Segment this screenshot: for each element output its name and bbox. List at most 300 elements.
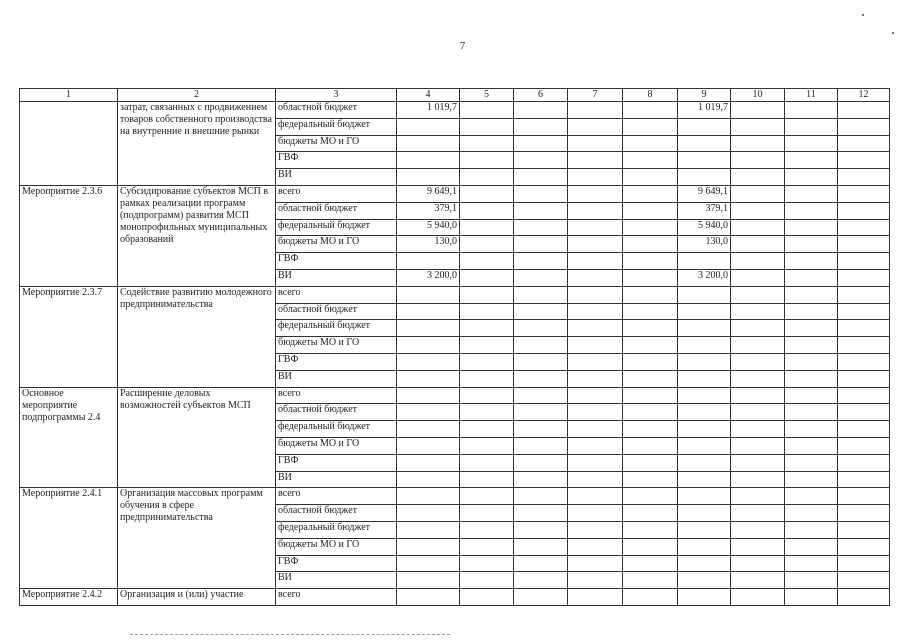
value-col-12 (838, 102, 890, 119)
value-col-6 (514, 219, 568, 236)
value-col-8 (623, 253, 678, 270)
value-col-6 (514, 269, 568, 286)
value-col-5 (460, 253, 514, 270)
column-number-11: 11 (785, 89, 838, 102)
value-col-10 (731, 202, 785, 219)
value-col-6 (514, 169, 568, 186)
value-col-8 (623, 505, 678, 522)
value-col-6 (514, 337, 568, 354)
value-col-5 (460, 572, 514, 589)
page-number: 7 (459, 40, 466, 52)
value-col-6 (514, 521, 568, 538)
value-col-4 (397, 169, 460, 186)
value-col-7 (568, 337, 623, 354)
value-col-10 (731, 521, 785, 538)
value-col-8 (623, 320, 678, 337)
measure-title: Субсидирование субъектов МСП в рамках реализации программ (подпрограмм) развития МСП монопрофильных муниципальных образований (118, 185, 276, 286)
value-col-10 (731, 437, 785, 454)
value-col-10 (731, 370, 785, 387)
value-col-4 (397, 404, 460, 421)
value-col-11 (785, 555, 838, 572)
value-col-5 (460, 387, 514, 404)
value-col-11 (785, 118, 838, 135)
value-col-9: 379,1 (678, 202, 731, 219)
value-col-7 (568, 118, 623, 135)
value-col-10 (731, 152, 785, 169)
value-col-4 (397, 521, 460, 538)
value-col-11 (785, 387, 838, 404)
value-col-10 (731, 555, 785, 572)
value-col-4 (397, 454, 460, 471)
value-col-5 (460, 236, 514, 253)
funding-source: областной бюджет (276, 102, 397, 119)
measure-code: Мероприятие 2.4.1 (20, 488, 118, 589)
value-col-6 (514, 202, 568, 219)
value-col-8 (623, 421, 678, 438)
value-col-12 (838, 202, 890, 219)
value-col-4 (397, 471, 460, 488)
value-col-11 (785, 454, 838, 471)
funding-source: федеральный бюджет (276, 320, 397, 337)
value-col-5 (460, 337, 514, 354)
value-col-11 (785, 471, 838, 488)
value-col-5 (460, 454, 514, 471)
value-col-4 (397, 572, 460, 589)
funding-source: всего (276, 387, 397, 404)
value-col-10 (731, 102, 785, 119)
value-col-6 (514, 185, 568, 202)
value-col-4: 9 649,1 (397, 185, 460, 202)
value-col-10 (731, 387, 785, 404)
value-col-5 (460, 521, 514, 538)
column-number-3: 3 (276, 89, 397, 102)
value-col-11 (785, 236, 838, 253)
value-col-6 (514, 236, 568, 253)
value-col-5 (460, 404, 514, 421)
value-col-9 (678, 152, 731, 169)
table-body (20, 102, 890, 606)
value-col-9 (678, 521, 731, 538)
value-col-7 (568, 219, 623, 236)
value-col-10 (731, 135, 785, 152)
value-col-10 (731, 169, 785, 186)
value-col-6 (514, 572, 568, 589)
value-col-4 (397, 337, 460, 354)
value-col-9: 1 019,7 (678, 102, 731, 119)
value-col-12 (838, 589, 890, 606)
column-number-5: 5 (460, 89, 514, 102)
value-col-12 (838, 185, 890, 202)
value-col-12 (838, 219, 890, 236)
value-col-4 (397, 303, 460, 320)
value-col-12 (838, 454, 890, 471)
value-col-7 (568, 185, 623, 202)
value-col-12 (838, 538, 890, 555)
value-col-12 (838, 269, 890, 286)
value-col-7 (568, 102, 623, 119)
funding-source: федеральный бюджет (276, 118, 397, 135)
measure-title: Организация массовых программ обучения в сфере предпринимательства (118, 488, 276, 589)
value-col-8 (623, 185, 678, 202)
value-col-9 (678, 572, 731, 589)
funding-source: федеральный бюджет (276, 219, 397, 236)
funding-source: ВИ (276, 471, 397, 488)
value-col-5 (460, 202, 514, 219)
funding-source: областной бюджет (276, 404, 397, 421)
value-col-9 (678, 337, 731, 354)
value-col-10 (731, 253, 785, 270)
funding-source: ГВФ (276, 454, 397, 471)
column-number-9: 9 (678, 89, 731, 102)
value-col-12 (838, 370, 890, 387)
funding-source: областной бюджет (276, 505, 397, 522)
value-col-8 (623, 437, 678, 454)
column-number-row (20, 89, 890, 102)
value-col-5 (460, 488, 514, 505)
value-col-6 (514, 286, 568, 303)
column-number-10: 10 (731, 89, 785, 102)
value-col-12 (838, 135, 890, 152)
value-col-10 (731, 185, 785, 202)
value-col-11 (785, 269, 838, 286)
funding-source: ВИ (276, 269, 397, 286)
value-col-4 (397, 437, 460, 454)
value-col-7 (568, 488, 623, 505)
scan-artifact (130, 634, 450, 636)
value-col-4 (397, 118, 460, 135)
value-col-7 (568, 169, 623, 186)
value-col-4 (397, 253, 460, 270)
value-col-9 (678, 454, 731, 471)
value-col-10 (731, 572, 785, 589)
table-row (20, 589, 890, 606)
value-col-9: 9 649,1 (678, 185, 731, 202)
table-row (20, 102, 890, 119)
value-col-4 (397, 488, 460, 505)
funding-source: бюджеты МО и ГО (276, 337, 397, 354)
table-row (20, 387, 890, 404)
value-col-11 (785, 488, 838, 505)
value-col-8 (623, 169, 678, 186)
value-col-11 (785, 286, 838, 303)
value-col-10 (731, 269, 785, 286)
value-col-7 (568, 404, 623, 421)
value-col-9 (678, 505, 731, 522)
value-col-4 (397, 135, 460, 152)
value-col-6 (514, 253, 568, 270)
value-col-8 (623, 219, 678, 236)
value-col-5 (460, 555, 514, 572)
value-col-12 (838, 353, 890, 370)
value-col-10 (731, 505, 785, 522)
value-col-4 (397, 538, 460, 555)
value-col-5 (460, 286, 514, 303)
value-col-12 (838, 152, 890, 169)
value-col-7 (568, 521, 623, 538)
value-col-7 (568, 387, 623, 404)
funding-source: федеральный бюджет (276, 521, 397, 538)
measure-title: Расширение деловых возможностей субъектов МСП (118, 387, 276, 488)
value-col-4 (397, 320, 460, 337)
scan-speck (892, 32, 894, 34)
value-col-11 (785, 202, 838, 219)
value-col-11 (785, 320, 838, 337)
value-col-9 (678, 253, 731, 270)
value-col-5 (460, 303, 514, 320)
value-col-7 (568, 471, 623, 488)
value-col-5 (460, 135, 514, 152)
value-col-6 (514, 118, 568, 135)
value-col-11 (785, 505, 838, 522)
value-col-5 (460, 505, 514, 522)
value-col-6 (514, 370, 568, 387)
value-col-6 (514, 505, 568, 522)
value-col-7 (568, 286, 623, 303)
measure-code: Мероприятие 2.3.6 (20, 185, 118, 286)
value-col-10 (731, 303, 785, 320)
value-col-7 (568, 555, 623, 572)
value-col-8 (623, 118, 678, 135)
value-col-8 (623, 387, 678, 404)
value-col-7 (568, 421, 623, 438)
value-col-5 (460, 219, 514, 236)
value-col-7 (568, 505, 623, 522)
value-col-12 (838, 337, 890, 354)
funding-source: федеральный бюджет (276, 421, 397, 438)
funding-source: бюджеты МО и ГО (276, 236, 397, 253)
funding-source: всего (276, 488, 397, 505)
value-col-8 (623, 404, 678, 421)
value-col-7 (568, 253, 623, 270)
value-col-6 (514, 152, 568, 169)
value-col-11 (785, 219, 838, 236)
value-col-10 (731, 538, 785, 555)
value-col-9 (678, 135, 731, 152)
scan-speck (862, 14, 864, 16)
value-col-8 (623, 471, 678, 488)
value-col-12 (838, 471, 890, 488)
value-col-12 (838, 236, 890, 253)
value-col-7 (568, 303, 623, 320)
value-col-4: 1 019,7 (397, 102, 460, 119)
value-col-6 (514, 387, 568, 404)
value-col-11 (785, 185, 838, 202)
value-col-6 (514, 437, 568, 454)
value-col-8 (623, 286, 678, 303)
value-col-11 (785, 589, 838, 606)
measure-title: Организация и (или) участие (118, 589, 276, 606)
value-col-6 (514, 538, 568, 555)
value-col-12 (838, 404, 890, 421)
value-col-6 (514, 454, 568, 471)
value-col-11 (785, 152, 838, 169)
value-col-5 (460, 421, 514, 438)
column-number-8: 8 (623, 89, 678, 102)
value-col-4: 130,0 (397, 236, 460, 253)
value-col-5 (460, 353, 514, 370)
value-col-8 (623, 555, 678, 572)
value-col-12 (838, 521, 890, 538)
value-col-10 (731, 454, 785, 471)
column-number-7: 7 (568, 89, 623, 102)
value-col-5 (460, 589, 514, 606)
value-col-12 (838, 421, 890, 438)
value-col-8 (623, 102, 678, 119)
value-col-8 (623, 135, 678, 152)
value-col-9 (678, 404, 731, 421)
value-col-11 (785, 521, 838, 538)
value-col-10 (731, 421, 785, 438)
value-col-9 (678, 286, 731, 303)
value-col-9 (678, 370, 731, 387)
funding-source: областной бюджет (276, 303, 397, 320)
value-col-6 (514, 303, 568, 320)
value-col-8 (623, 353, 678, 370)
value-col-12 (838, 303, 890, 320)
value-col-5 (460, 370, 514, 387)
value-col-9: 3 200,0 (678, 269, 731, 286)
value-col-5 (460, 169, 514, 186)
value-col-12 (838, 320, 890, 337)
value-col-8 (623, 572, 678, 589)
value-col-8 (623, 521, 678, 538)
value-col-4: 5 940,0 (397, 219, 460, 236)
value-col-10 (731, 219, 785, 236)
value-col-9 (678, 421, 731, 438)
value-col-11 (785, 404, 838, 421)
funding-source: бюджеты МО и ГО (276, 135, 397, 152)
value-col-4: 379,1 (397, 202, 460, 219)
value-col-10 (731, 471, 785, 488)
value-col-8 (623, 236, 678, 253)
value-col-11 (785, 538, 838, 555)
table-row (20, 488, 890, 505)
value-col-9 (678, 555, 731, 572)
value-col-12 (838, 286, 890, 303)
measure-title: затрат, связанных с продвижением товаров собственного производства на внутренние и внешние рынки (118, 102, 276, 186)
value-col-7 (568, 437, 623, 454)
value-col-11 (785, 370, 838, 387)
value-col-10 (731, 118, 785, 135)
value-col-4 (397, 370, 460, 387)
value-col-5 (460, 538, 514, 555)
value-col-9 (678, 169, 731, 186)
value-col-5 (460, 185, 514, 202)
value-col-8 (623, 370, 678, 387)
value-col-6 (514, 353, 568, 370)
funding-source: ВИ (276, 370, 397, 387)
value-col-8 (623, 538, 678, 555)
value-col-10 (731, 488, 785, 505)
funding-source: ВИ (276, 572, 397, 589)
value-col-4 (397, 589, 460, 606)
value-col-12 (838, 505, 890, 522)
value-col-9 (678, 589, 731, 606)
funding-source: всего (276, 589, 397, 606)
value-col-7 (568, 236, 623, 253)
value-col-7 (568, 202, 623, 219)
value-col-9 (678, 353, 731, 370)
column-number-6: 6 (514, 89, 568, 102)
value-col-4 (397, 387, 460, 404)
budget-table (19, 88, 890, 606)
value-col-9 (678, 488, 731, 505)
value-col-12 (838, 118, 890, 135)
value-col-8 (623, 337, 678, 354)
funding-source: ГВФ (276, 152, 397, 169)
value-col-7 (568, 370, 623, 387)
measure-code: Основное мероприятие подпрограммы 2.4 (20, 387, 118, 488)
value-col-11 (785, 353, 838, 370)
value-col-6 (514, 589, 568, 606)
value-col-6 (514, 320, 568, 337)
value-col-8 (623, 152, 678, 169)
column-number-12: 12 (838, 89, 890, 102)
value-col-8 (623, 202, 678, 219)
value-col-9 (678, 437, 731, 454)
value-col-4 (397, 421, 460, 438)
value-col-9 (678, 538, 731, 555)
value-col-11 (785, 135, 838, 152)
value-col-11 (785, 102, 838, 119)
value-col-7 (568, 135, 623, 152)
value-col-4: 3 200,0 (397, 269, 460, 286)
value-col-7 (568, 572, 623, 589)
value-col-5 (460, 471, 514, 488)
value-col-6 (514, 471, 568, 488)
value-col-4 (397, 152, 460, 169)
value-col-5 (460, 152, 514, 169)
value-col-10 (731, 320, 785, 337)
value-col-4 (397, 353, 460, 370)
value-col-6 (514, 404, 568, 421)
column-number-2: 2 (118, 89, 276, 102)
measure-code (20, 102, 118, 186)
value-col-5 (460, 320, 514, 337)
measure-code: Мероприятие 2.4.2 (20, 589, 118, 606)
value-col-11 (785, 253, 838, 270)
value-col-11 (785, 337, 838, 354)
funding-source: бюджеты МО и ГО (276, 437, 397, 454)
value-col-10 (731, 353, 785, 370)
value-col-7 (568, 589, 623, 606)
value-col-10 (731, 236, 785, 253)
value-col-12 (838, 387, 890, 404)
funding-source: всего (276, 185, 397, 202)
value-col-6 (514, 488, 568, 505)
value-col-9 (678, 471, 731, 488)
value-col-6 (514, 135, 568, 152)
funding-source: областной бюджет (276, 202, 397, 219)
table-row (20, 286, 890, 303)
value-col-10 (731, 337, 785, 354)
funding-source: бюджеты МО и ГО (276, 538, 397, 555)
value-col-9 (678, 303, 731, 320)
value-col-9 (678, 320, 731, 337)
value-col-7 (568, 320, 623, 337)
value-col-9 (678, 118, 731, 135)
column-number-4: 4 (397, 89, 460, 102)
value-col-5 (460, 269, 514, 286)
value-col-4 (397, 286, 460, 303)
value-col-8 (623, 303, 678, 320)
value-col-10 (731, 589, 785, 606)
value-col-12 (838, 169, 890, 186)
value-col-7 (568, 269, 623, 286)
value-col-7 (568, 353, 623, 370)
value-col-6 (514, 555, 568, 572)
value-col-8 (623, 454, 678, 471)
